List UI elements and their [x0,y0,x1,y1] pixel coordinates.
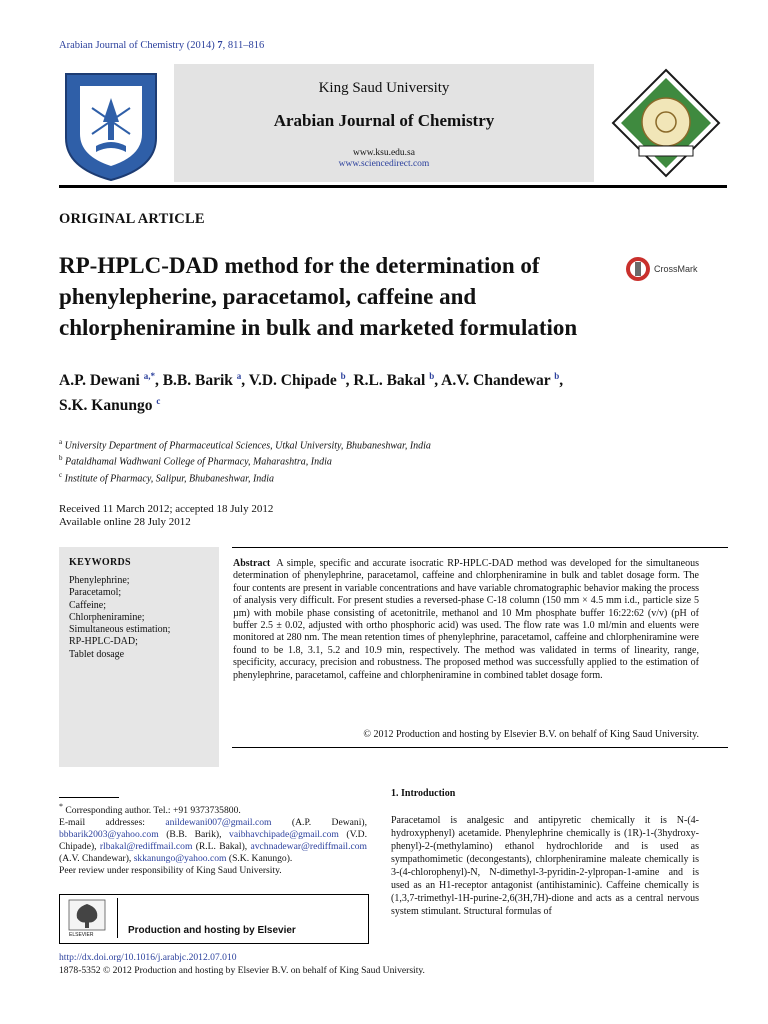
doi-link[interactable]: http://dx.doi.org/10.1016/j.arabjc.2012.07.010 [59,952,237,963]
email-owner: (B.B. Barik), [158,829,230,841]
author-name: B.B. Barik [162,372,237,390]
author-name: A.P. Dewani [59,372,144,390]
footnote-emails [59,817,367,865]
url-sciencedirect[interactable]: www.sciencedirect.com [338,159,430,169]
citation-volume: 7 [217,40,223,51]
keyword-item: Chlorpheniramine; [69,611,145,623]
journal-name: Arabian Journal of Chemistry [273,111,495,130]
email-label: E-mail addresses: [59,817,166,829]
email-link[interactable]: anildewani007@gmail.com [165,817,272,829]
peer-review-note: Peer review under responsibility of King Saud University. [59,865,282,877]
online-date: Available online 28 July 2012 [59,516,191,528]
article-title: RP-HPLC-DAD method for the determination of phenylepherine, paracetamol, caffeine and chlorpheniramine in bulk and marketed formulation [59,253,578,340]
email-owner: (A.V. Chandewar), [59,853,134,865]
affiliation-mark: c [59,470,63,479]
received-date: Received 11 March 2012; accepted 18 July 2012 [59,503,274,515]
author-separator: , [241,372,249,390]
footnote-mark: * [59,802,63,811]
keyword-item: Simultaneous estimation; [69,624,171,636]
saudi-chemical-society-logo-icon [609,66,723,180]
affiliation-mark: a [59,438,63,446]
author-name: S.K. Kanungo [59,397,157,415]
author-affiliation-mark[interactable]: a [236,371,242,381]
abstract-label: Abstract [233,558,271,569]
abstract-copyright: © 2012 Production and hosting by Elsevier B.V. on behalf of King Saud University. [363,729,699,740]
email-link[interactable]: rlbakal@rediffmail.com [99,841,193,853]
author-separator: , [434,372,442,390]
affiliations [59,436,431,485]
keyword-item: Caffeine; [69,599,107,611]
author-affiliation-mark[interactable]: c [156,396,161,407]
author-affiliation-mark[interactable]: b [340,371,346,381]
affiliation-text: University Department of Pharmaceutical Sciences, Utkal University, Bhubaneshwar, India [64,440,431,452]
king-saud-university-seal-icon [58,68,164,184]
keyword-item: Paracetamol; [69,587,122,599]
elsevier-caption: ELSEVIER [69,932,94,938]
email-link[interactable]: vaibhavchipade@gmail.com [229,829,339,841]
issn-line: 1878-5352 © 2012 Production and hosting by Elsevier B.V. on behalf of King Saud University. [59,965,425,976]
article-dates [59,503,273,529]
author-affiliation-mark[interactable]: b [429,371,435,381]
abstract-top-rule [232,547,728,548]
keyword-item: Tablet dosage [69,648,125,660]
elsevier-divider [117,898,118,938]
footnote-phone: Corresponding author. Tel.: +91 9373735800. [63,805,241,817]
corresponding-author-footnote [59,801,367,877]
author-separator: , [154,372,163,390]
keyword-item: RP-HPLC-DAD; [69,636,138,648]
crossmark-label[interactable]: CrossMark [654,264,698,274]
affiliation-text: Institute of Pharmacy, Salipur, Bhubaneshwar, India [64,472,275,484]
author-list [59,366,729,416]
footnote-contact [59,801,367,817]
header-rule [59,185,727,188]
affiliation-c [59,469,431,485]
affiliation-mark: b [59,454,63,463]
author-separator: , [559,372,564,390]
affiliation-b [59,452,431,468]
keywords-title: KEYWORDS [69,557,131,568]
abstract-bottom-rule [232,747,728,748]
author-affiliation-mark[interactable]: a,* [143,371,155,381]
email-link[interactable]: bbbarik2003@yahoo.com [59,829,159,841]
affiliation-a [59,436,431,452]
author-affiliation-mark[interactable]: b [554,371,560,381]
elsevier-hosting-text: Production and hosting by Elsevier [128,925,296,936]
introduction-heading: 1. Introduction [391,788,456,799]
url-ksu[interactable]: www.ksu.edu.sa [353,148,415,158]
author-name: A.V. Chandewar [441,372,555,390]
journal-urls [174,148,594,170]
footnote-rule [59,797,119,798]
email-owner: (R.L. Bakal), [192,841,251,853]
introduction-text: Paracetamol is analgesic and antipyretic chemically it is N-(4-hydroxyphenyl) acetamide. Phenylephrine chemically is (1R)-1-(3hydroxy-phenyl)-2-(methylamino) ethanol hydrochloride and is used as sympathomimetic (decongestants), chlorpheniramine maleate chemically is 3-(4-chlorophenyl)-N, N-dimethyl-3-pyridin-2-ylpropan-1-amine and is used as an H1-receptor antagonist (antihistaminic). Caffeine chemically is (1,3,7-trimethyl-1H-purine-2,6(3H,7H)-dione and acts as a central nervous system stimulant. Structural formulas of [391,815,699,917]
email-link[interactable]: skkanungo@yahoo.com [133,853,227,865]
email-owner: (V.D. Chipade), [59,829,367,853]
author-separator: , [345,372,354,390]
journal-citation [59,40,264,51]
citation-journal: Arabian Journal of Chemistry (2014) [59,40,218,51]
email-owner: (A.P. Dewani), [271,817,367,829]
affiliation-text: Pataldhamal Wadhwani College of Pharmacy, Maharashtra, India [65,456,332,468]
author-name: R.L. Bakal [353,372,430,390]
citation-pages: , 811–816 [222,40,265,51]
keywords-list [69,575,170,661]
abstract [233,558,699,682]
author-name: V.D. Chipade [248,372,341,390]
article-type: ORIGINAL ARTICLE [59,211,205,227]
email-owner: (S.K. Kanungo). [226,853,293,865]
university-name: King Saud University [318,80,450,96]
keyword-item: Phenylephrine; [69,575,130,586]
email-link[interactable]: avchnadewar@rediffmail.com [250,841,367,853]
abstract-text: A simple, specific and accurate isocratic RP-HPLC-DAD method was developed for the simultaneous determination of phenylephrine, paracetamol, caffeine and chlorpheniramine in bulk and tablet dosage form. The four contents are present in variable concentrations and have variable chromatographic behavior making the process of analysis very difficult. For present studies a reversed-phase C-18 column (150 mm × 4.5 mm i.d., particle size 5 µm) with mobile phase consisting of acetonitrile, methanol and 10 Mm phosphate buffer 16:22:62 (v/v) (pH of buffer 2.5 ± 0.02, adjusted with ortho phosphoric acid) was used. The flow rate was 1.0 ml/min and eluents were monitored at 280 nm. The mean retention times of phenylephrine, paracetamol, caffeine and chlorpheniramine were found to be 1.8, 3.1, 5.2 and 10.9 min, respectively. The method was validated in terms of linearity, range, specificity, accuracy, precision and robustness. The proposed method was successfully applied to the estimation of phenylephrine, paracetamol, caffeine and chlorpheniramine in combined tablet dosage form. [233,558,699,681]
